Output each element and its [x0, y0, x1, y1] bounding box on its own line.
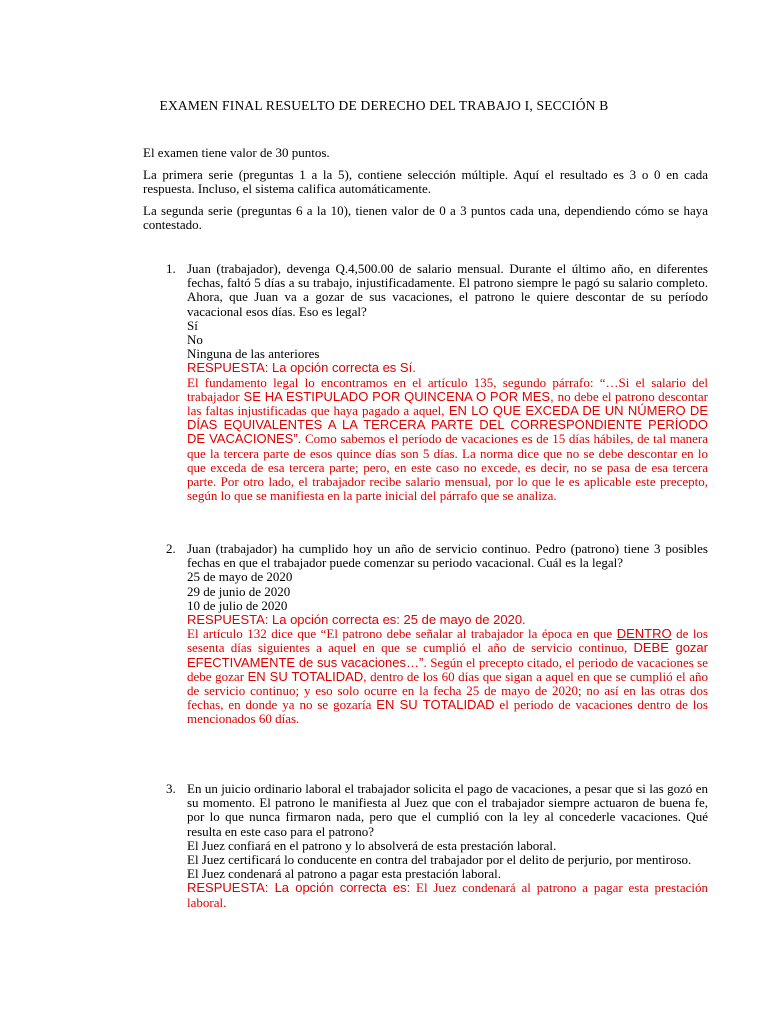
answer-line: RESPUESTA: La opción correcta es Sí. [187, 360, 416, 376]
option-2: 29 de junio de 2020 [187, 583, 291, 599]
question-1 [166, 262, 708, 503]
option-3: El Juez condenará al patrono a pagar esta prestación laboral. [187, 866, 502, 882]
intro-paragraph-2: La primera serie (preguntas 1 a la 5), contiene selección múltiple. Aquí el resultado es 3 o 0 en cada respuesta. Incluso, el sistema califica automáticamente. [143, 167, 708, 197]
answer-line: RESPUESTA: La opción correcta es: 25 de mayo de 2020. [187, 612, 526, 628]
question-3 [166, 782, 708, 910]
answer-explanation: El artículo 132 dice que “El patrono debe señalar al trabajador la época en que DENTRO de los sesenta días siguientes a aquel en que se cumplió el año de servicio continuo, DEBE gozar EFECTIVAMENTE de sus vacaciones…”. Según el precepto citado, el periodo de vacaciones se debe gozar EN SU TOTALIDAD, dentro de los 60 días que sigan a aquel en que se cumplió el año de servicio continuo; y eso solo ocurre en la fecha 25 de mayo de 2020; no así en las otras dos fechas, en donde ya no se gozaría EN SU TOTALIDAD el periodo de vacaciones dentro de los mencionados 60 días. [187, 626, 709, 727]
option-1: Sí [187, 317, 198, 333]
question-2 [166, 542, 708, 727]
question-number: 1. [166, 261, 176, 276]
question-text: En un juicio ordinario laboral el trabajador solicita el pago de vacaciones, a pesar que si las gozó en su momento. El patrono le manifiesta al Juez que con el trabajador siempre actuaron de buena fe, por lo que nunca firmaron nada, pero que el cumplió con la ley al concederle vacaciones. Qué resulta en este caso para el patrono? [187, 781, 708, 839]
answer-line: RESPUESTA: La opción correcta es: El Juez condenará al patrono a pagar esta prestación laboral. [187, 880, 708, 910]
option-3: Ninguna de las anteriores [187, 346, 320, 362]
question-number: 2. [166, 541, 176, 556]
question-text: Juan (trabajador), devenga Q.4,500.00 de salario mensual. Durante el último año, en diferentes fechas, faltó 5 días a su trabajo, injustificadamente. El patrono siempre le pagó su salario completo. Ahora, que Juan va a gozar de sus vacaciones, el patrono le quiere descontar de su período vacacional esos días. Eso es legal? [187, 261, 708, 319]
option-2: No [187, 332, 203, 348]
option-1: El Juez confiará en el patrono y lo absolverá de esta prestación laboral. [187, 837, 557, 853]
question-text: Juan (trabajador) ha cumplido hoy un año de servicio continuo. Pedro (patrono) tiene 3 posibles fechas en que el trabajador puede comenzar su periodo vacacional. Cuál es la legal? [187, 541, 708, 571]
option-1: 25 de mayo de 2020 [187, 569, 293, 585]
option-3: 10 de julio de 2020 [187, 597, 288, 613]
intro-paragraph-3: La segunda serie (preguntas 6 a la 10), tienen valor de 0 a 3 puntos cada una, dependiendo cómo se haya contestado. [143, 203, 708, 233]
intro-paragraph-1: El examen tiene valor de 30 puntos. [143, 145, 330, 160]
option-2: El Juez certificará lo conducente en contra del trabajador por el delito de perjurio, por mentiroso. [187, 852, 692, 868]
question-number: 3. [166, 781, 176, 796]
answer-explanation: El fundamento legal lo encontramos en el artículo 135, segundo párrafo: “…Si el salario del trabajador SE HA ESTIPULADO POR QUINCENA O POR MES, no debe el patrono descontar las faltas injustificadas que haya pagado a aquel, EN LO QUE EXCEDA DE UN NÚMERO DE DÍAS EQUIVALENTES A LA TERCERA PARTE DEL CORRESPONDIENTE PERÍODO DE VACACIONES”. Como sabemos el período de vacaciones es de 15 días hábiles, de tal manera que la tercera parte de esos quince días son 5 días. La norma dice que no se debe descontar en lo que exceda de esa tercera parte; pero, en este caso no excede, es decir, no se pasa de esa tercera parte. Por otro lado, el trabajador recibe salario mensual, por lo que le es aplicable este precepto, según lo que se manifiesta en la parte inicial del párrafo que se analiza. [187, 374, 708, 504]
document-title: EXAMEN FINAL RESUELTO DE DERECHO DEL TRABAJO I, SECCIÓN B [159, 98, 609, 113]
